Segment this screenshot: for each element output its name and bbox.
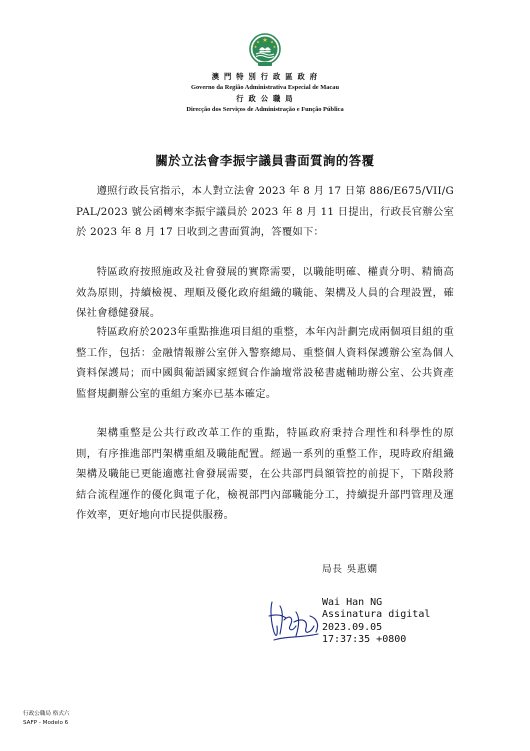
document-title: 關於立法會李振宇議員書面質詢的答覆	[155, 153, 375, 168]
footer-form-code-portuguese: SAFP - Modelo 6	[23, 720, 69, 726]
macau-emblem-icon	[247, 33, 283, 67]
government-name-chinese: 澳 門 特 別 行 政 區 政 府	[211, 72, 319, 81]
signer-name: Wai Han NG	[322, 597, 383, 608]
signature-date: 2023.09.05	[322, 621, 383, 633]
director-signature-line: 局長 吳惠嫻	[322, 564, 378, 575]
paragraph-restructuring: 特區政府於2023年重點推進項目組的重整，本年內計劃完成兩個項目組的重整工作，包括：金融情報辦公室併入警察總局、重整個人資料保護辦公室為個人資料保護局；而中國與葡語國家經貿合作論壇常設秘書處輔助辦公室、公共資產監督規劃辦公室的重組方案亦已基本確定。	[76, 326, 454, 400]
digital-signature-block	[322, 597, 430, 646]
signature-label: Assinatura digital	[322, 609, 431, 621]
paragraph-intro: 遵照行政長官指示，本人對立法會 2023 年 8 月 17 日第 886/E675/VII/GPAL/2023 號公函轉來李振宇議員於 2023 年 8 月 11 日提出，行政長官辦公室於 2023 年 8 月 17 日收到之書面質詢，答覆如下：	[76, 185, 454, 238]
department-name-chinese: 行 政 公 職 局	[236, 94, 294, 103]
signature-time: 17:37:35 +0800	[322, 633, 407, 645]
paragraph-principles: 特區政府按照施政及社會發展的實際需要，以職能明確、權責分明、精簡高效為原則，持續檢視、理順及優化政府組織的職能、架構及人員的合理設置，確保社會穩健發展。	[76, 266, 454, 319]
department-name-portuguese: Direcção dos Serviços de Administração e Função Pública	[186, 106, 344, 113]
footer-form-code-chinese: 行政公職局 格式六	[23, 711, 70, 717]
form-footer	[23, 710, 70, 728]
government-name-portuguese: Governo da Região Administrativa Especial de Macau	[190, 84, 340, 91]
paragraph-reform: 架構重整是公共行政改革工作的重點，特區政府秉持合理性和科學性的原則，有序推進部門架構重組及職能配置。經過一系列的重整工作，現時政府組織架構及職能已更能適應社會發展需要，在公共部門員額管控的前提下，下階段將結合流程運作的優化與電子化，檢視部門內部職能分工，持續提升部門管理及運作效率，更好地向市民提供服務。	[76, 427, 454, 521]
